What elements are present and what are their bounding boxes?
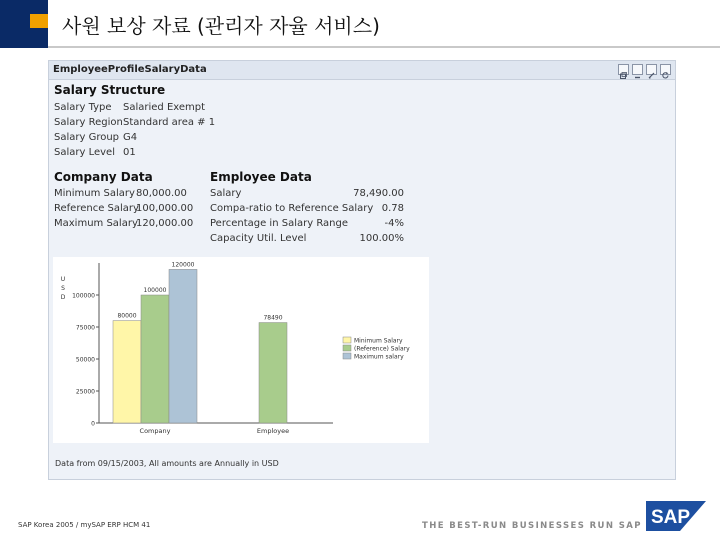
x-tick-label: Company bbox=[139, 427, 171, 435]
employee-data-title: Employee Data bbox=[210, 170, 312, 184]
employee-data-value: -4% bbox=[384, 218, 404, 229]
panel-header bbox=[49, 61, 675, 80]
employee-data-value: 0.78 bbox=[381, 203, 404, 214]
footer-tagline: THE BEST-RUN BUSINESSES RUN SAP bbox=[422, 521, 642, 531]
refresh-icon[interactable] bbox=[660, 64, 671, 75]
panel-title: EmployeeProfileSalaryData bbox=[53, 64, 207, 75]
slide-title: 사원 보상 자료 (관리자 자율 서비스) bbox=[62, 14, 380, 38]
bar-value-label: 80000 bbox=[117, 312, 137, 320]
employee-data-label: Salary bbox=[210, 188, 242, 199]
company-data-label: Minimum Salary bbox=[54, 188, 135, 199]
y-tick-label: 25000 bbox=[75, 388, 95, 396]
salary-bar-chart bbox=[53, 257, 429, 443]
y-tick-label: 100000 bbox=[72, 292, 95, 300]
title-accent-square bbox=[30, 14, 48, 28]
salary-structure-label: Salary Type bbox=[54, 102, 112, 113]
y-axis-label: D bbox=[60, 294, 66, 301]
sap-logo bbox=[646, 501, 706, 531]
legend-label: Minimum Salary bbox=[354, 337, 403, 345]
restore-icon[interactable] bbox=[618, 64, 629, 75]
y-axis-label: S bbox=[61, 285, 65, 292]
title-divider bbox=[48, 46, 720, 48]
y-tick-label: 50000 bbox=[75, 356, 95, 364]
salary-data-panel bbox=[48, 60, 676, 480]
company-data-title: Company Data bbox=[54, 170, 153, 184]
bar bbox=[141, 295, 169, 423]
panel-toolbar bbox=[618, 64, 671, 75]
salary-structure-value: Salaried Exempt bbox=[123, 102, 206, 113]
footer-copyright: SAP Korea 2005 / mySAP ERP HCM 41 bbox=[18, 521, 151, 529]
company-data-label: Maximum Salary bbox=[54, 218, 138, 229]
bar-value-label: 100000 bbox=[143, 287, 167, 294]
bar bbox=[169, 269, 197, 423]
x-tick-label: Employee bbox=[256, 427, 290, 435]
bar-value-label: 120000 bbox=[171, 261, 195, 269]
employee-data-value: 100.00% bbox=[359, 233, 404, 244]
bar-value-label: 78490 bbox=[263, 314, 283, 322]
company-data-label: Reference Salary bbox=[54, 203, 139, 214]
salary-structure-value: Standard area # 1 bbox=[123, 117, 216, 128]
salary-structure-label: Salary Group bbox=[54, 132, 120, 143]
minimize-icon[interactable] bbox=[632, 64, 643, 75]
bar bbox=[113, 321, 141, 423]
salary-structure-label: Salary Level bbox=[54, 147, 115, 158]
y-tick-label: 0 bbox=[91, 420, 95, 428]
y-axis-label: U bbox=[60, 276, 66, 283]
legend-swatch bbox=[343, 345, 351, 351]
salary-structure-value: 01 bbox=[123, 147, 136, 158]
legend-swatch bbox=[343, 337, 351, 343]
employee-data-label: Compa-ratio to Reference Salary bbox=[210, 203, 374, 214]
employee-data-value: 78,490.00 bbox=[353, 188, 404, 199]
company-data-value: 80,000.00 bbox=[136, 188, 187, 199]
salary-structure-value: G4 bbox=[123, 132, 138, 143]
legend-swatch bbox=[343, 353, 351, 359]
company-data-value: 100,000.00 bbox=[136, 203, 194, 214]
legend-label: (Reference) Salary bbox=[354, 345, 410, 353]
employee-data-label: Percentage in Salary Range bbox=[210, 218, 349, 229]
salary-structure-title: Salary Structure bbox=[54, 83, 166, 97]
employee-data-label: Capacity Util. Level bbox=[210, 233, 307, 244]
edit-icon[interactable] bbox=[646, 64, 657, 75]
data-footnote: Data from 09/15/2003, All amounts are Annually in USD bbox=[55, 459, 279, 468]
y-tick-label: 75000 bbox=[75, 324, 95, 332]
salary-structure-label: Salary Region bbox=[54, 117, 123, 128]
company-data-value: 120,000.00 bbox=[136, 218, 194, 229]
bar bbox=[259, 323, 287, 423]
slide-title-bar bbox=[0, 0, 720, 48]
sap-logo-text: SAP bbox=[651, 507, 691, 528]
salary-chart bbox=[53, 257, 429, 443]
legend-label: Maximum salary bbox=[354, 353, 404, 361]
